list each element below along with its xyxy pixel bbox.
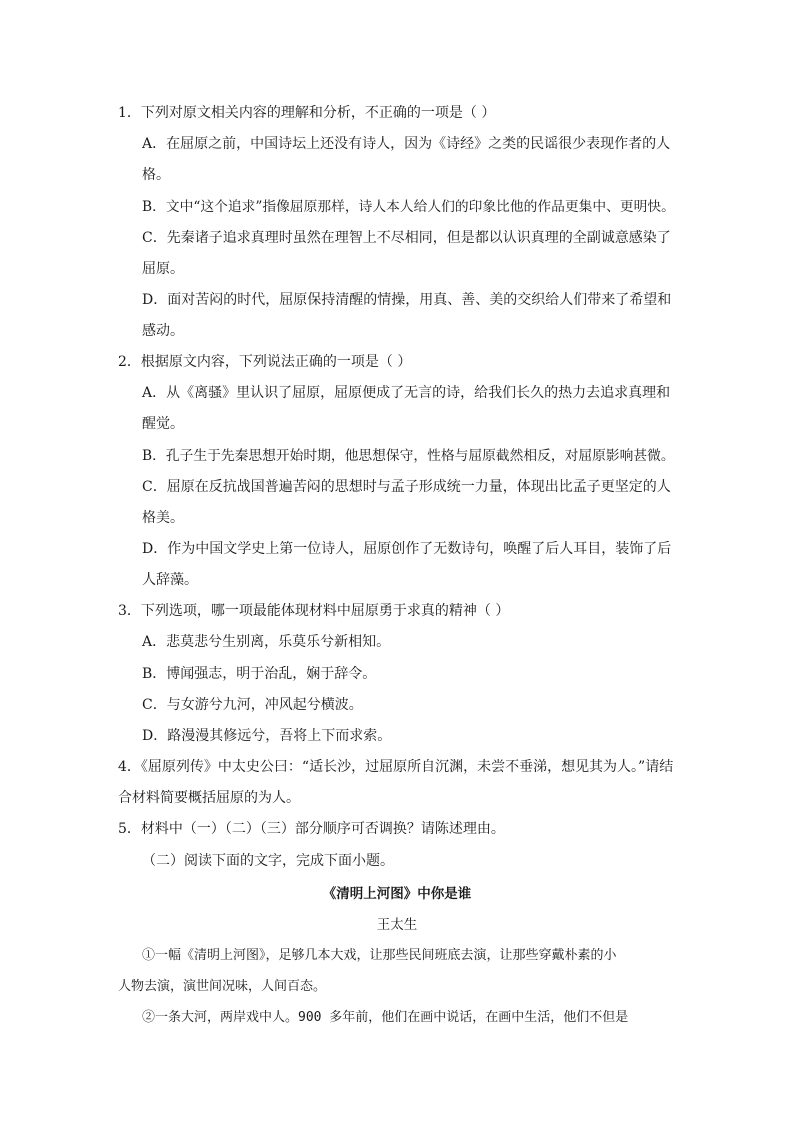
q1-option-c-line2: 屈原。 — [142, 261, 184, 277]
article-paragraph-1-line1: ①一幅《清明上河图》，足够几本大戏，让那些民间班底去演，让那些穿戴朴素的小 — [142, 948, 617, 963]
question-4-line2: 合材料简要概括屈原的为人。 — [118, 790, 300, 806]
q2-option-b: B．孔子生于先秦思想开始时期，他思想保守，性格与屈原截然相反，对屈原影响甚微。 — [142, 448, 675, 464]
q3-option-a: A．悲莫悲兮生别离，乐莫乐兮新相知。 — [142, 634, 391, 650]
q3-option-d: D．路漫漫其修远兮，吾将上下而求索。 — [142, 728, 392, 744]
q2-option-d-line1: D．作为中国文学史上第一位诗人，屈原创作了无数诗句，唤醒了后人耳目，装饰了后 — [142, 541, 672, 557]
q1-option-d-line1: D．面对苦闷的时代，屈原保持清醒的情操，用真、善、美的交织给人们带来了希望和 — [142, 292, 672, 308]
question-2-stem: 2．根据原文内容，下列说法正确的一项是（ ） — [118, 354, 412, 370]
q1-option-a-line2: 格。 — [142, 167, 170, 183]
article-title: 《清明上河图》中你是谁 — [322, 886, 472, 902]
article-author: 王太生 — [376, 917, 418, 933]
q1-option-b: B．文中“这个追求”指像屈原那样，诗人本人给人们的印象比他的作品更集中、更明快。 — [142, 199, 675, 215]
q2-option-c-line1: C．屈原在反抗战国普遍苦闷的思想时与孟子形成统一力量，体现出比孟子更坚定的人 — [142, 479, 671, 495]
question-4-line1: 4．《屈原列传》中太史公曰：“适长沙，过屈原所自沉渊，未尝不垂涕，想见其为人。”请结 — [118, 759, 674, 775]
q1-option-d-line2: 感动。 — [142, 323, 184, 339]
question-1-stem: 1．下列对原文相关内容的理解和分析，不正确的一项是（ ） — [118, 105, 496, 121]
article-paragraph-2-line1: ②一条大河，两岸戏中人。900 多年前，他们在画中说话，在画中生活，他们不但是 — [142, 1010, 629, 1025]
q2-option-d-line2: 人辞藻。 — [142, 572, 198, 588]
q1-option-c-line1: C．先秦诸子追求真理时虽然在理智上不尽相同，但是都以认识真理的全副诚意感染了 — [142, 230, 671, 246]
q1-option-a-line1: A．在屈原之前，中国诗坛上还没有诗人，因为《诗经》之类的民谣很少表现作者的人 — [142, 136, 671, 152]
q3-option-c: C．与女游兮九河，冲风起兮横波。 — [142, 697, 363, 713]
q2-option-c-line2: 格美。 — [142, 510, 184, 526]
section-heading: （二）阅读下面的文字，完成下面小题。 — [142, 853, 394, 869]
q2-option-a-line2: 醒觉。 — [142, 416, 184, 432]
q2-option-a-line1: A．从《离骚》里认识了屈原，屈原便成了无言的诗，给我们长久的热力去追求真理和 — [142, 385, 671, 401]
q3-option-b: B．博闻强志，明于治乱，娴于辞令。 — [142, 666, 377, 682]
question-5: 5．材料中（一）（二）（三）部分顺序可否调换？请陈述理由。 — [118, 821, 505, 837]
article-paragraph-1-line2: 人物去演，演世间况味，人间百态。 — [118, 979, 327, 994]
question-3-stem: 3．下列选项，哪一项最能体现材料中屈原勇于求真的精神（ ） — [118, 603, 510, 619]
